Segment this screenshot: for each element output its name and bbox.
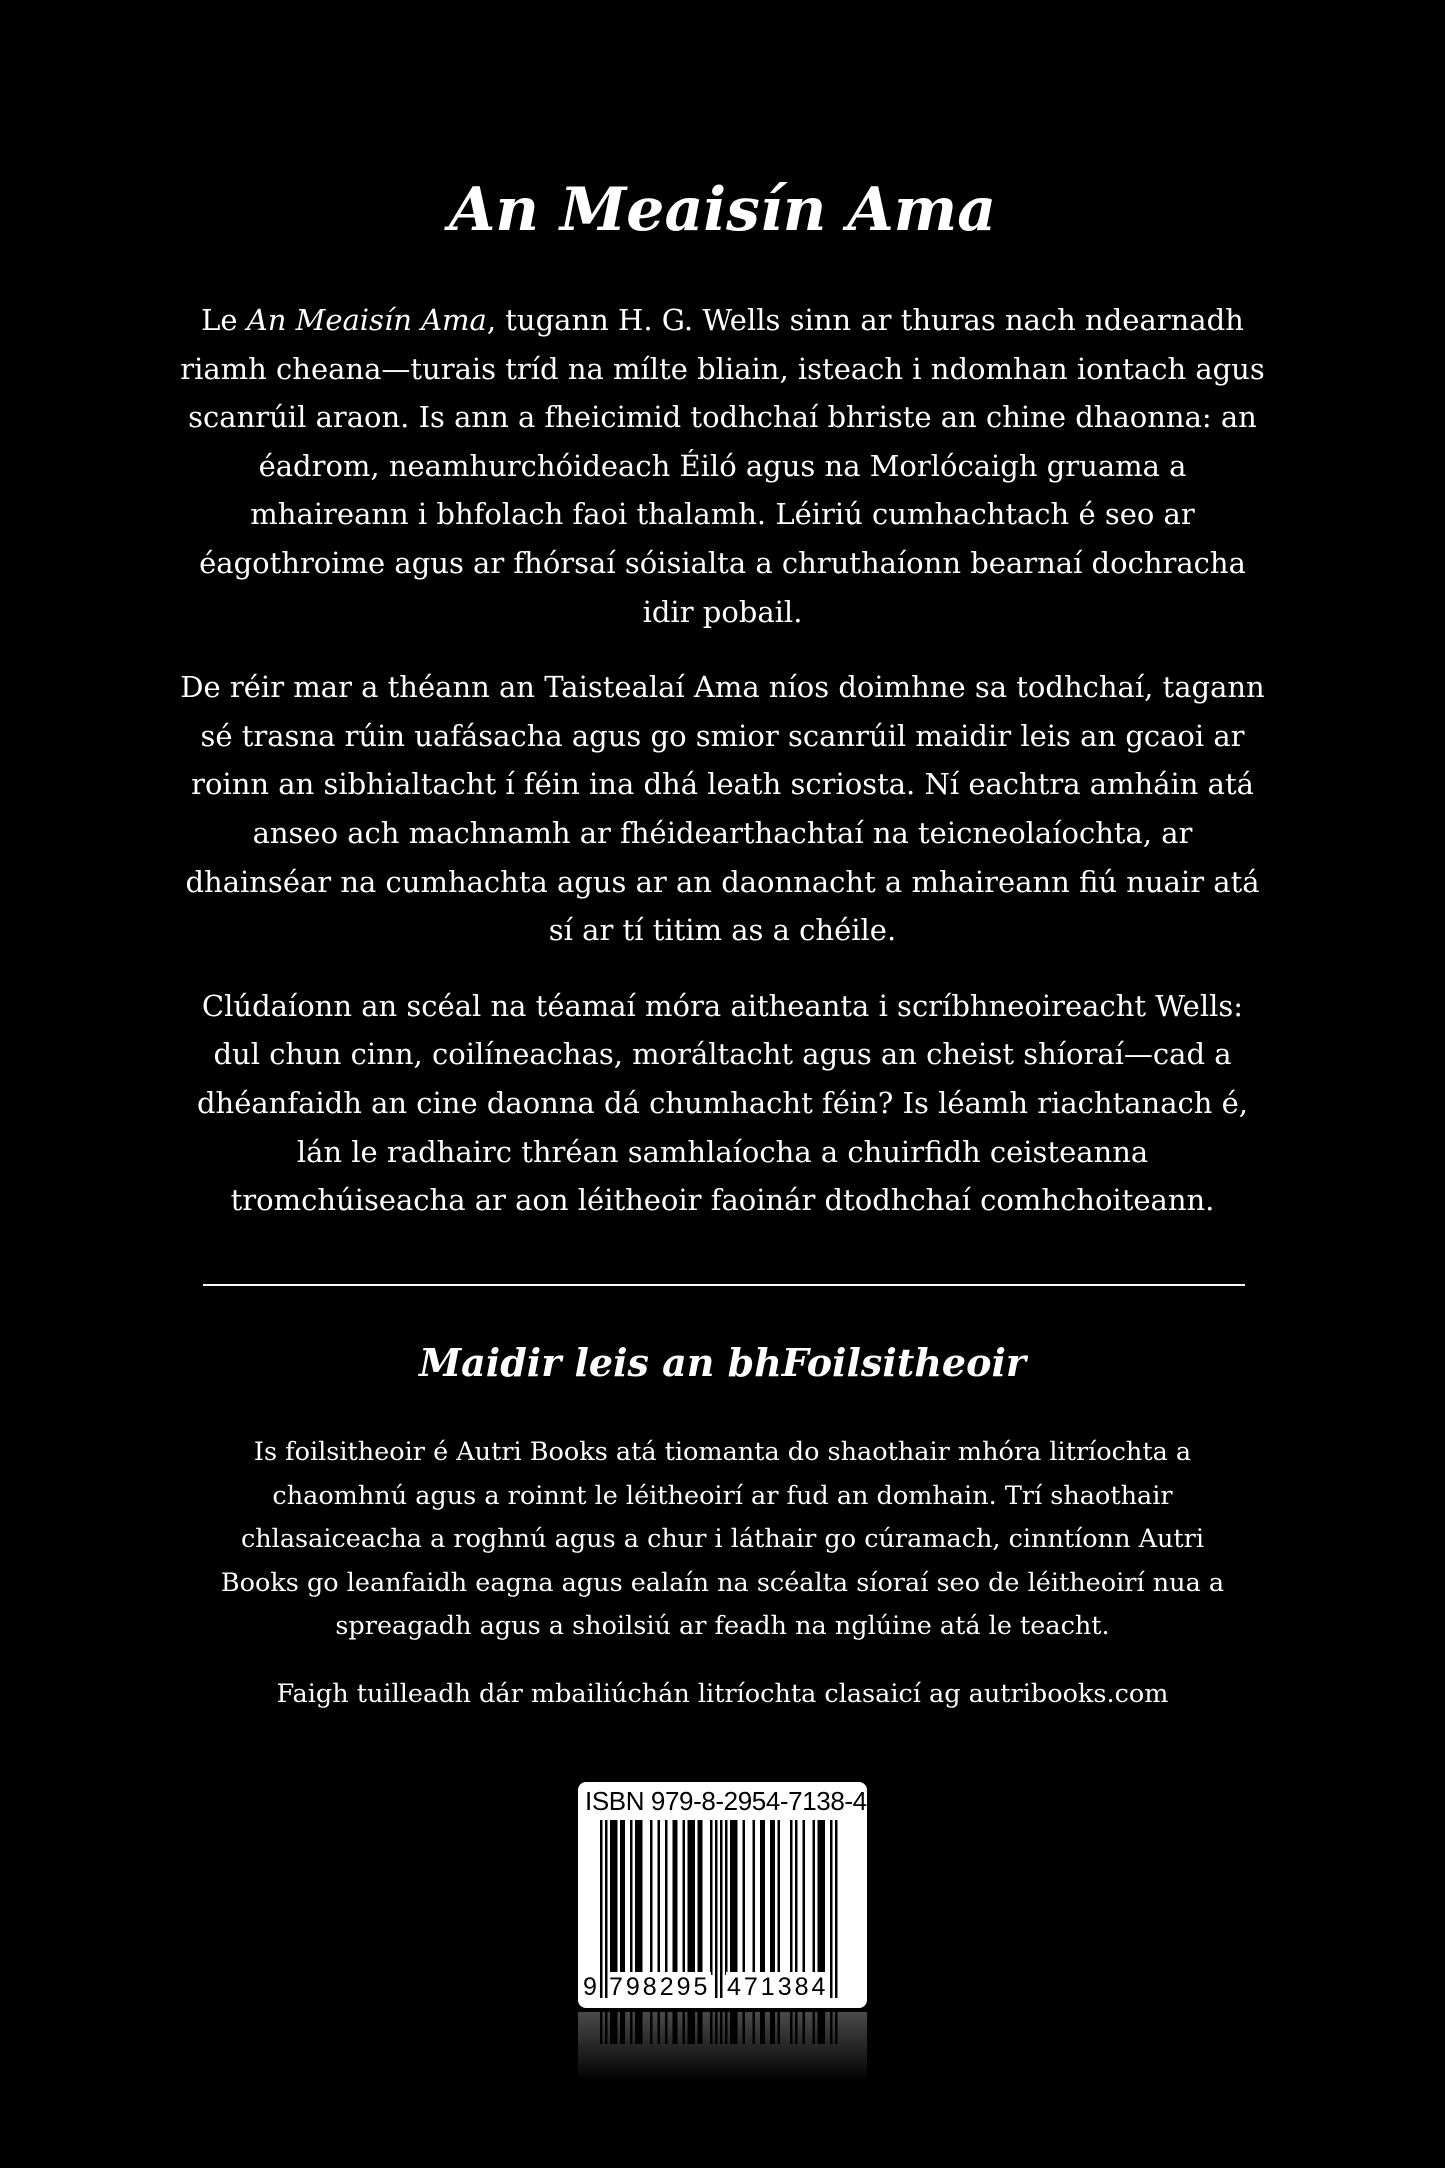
barcode-bar bbox=[640, 1820, 643, 1975]
synopsis-prefix: Le bbox=[201, 303, 247, 337]
publisher-website-note: Faigh tuilleadh dár mbailiúchán litríochta clasaicí ag autribooks.com bbox=[276, 1678, 1169, 1709]
barcode-digit-group-1: 798295 bbox=[609, 1973, 711, 2001]
barcode-bar bbox=[733, 1820, 736, 1975]
synopsis bbox=[180, 296, 1265, 1252]
barcode-bar bbox=[665, 1820, 668, 1975]
barcode-bar bbox=[823, 1820, 826, 1975]
barcode-reflection bbox=[578, 2012, 867, 2082]
book-title: An Meaisín Ama bbox=[448, 175, 997, 245]
barcode-bar bbox=[790, 1820, 793, 1975]
synopsis-paragraph-2: De réir mar a théann an Taistealaí Ama níos doimhne sa todhchaí, tagann sé trasna rúin uafásacha agus go smior scanrúil maidir leis an gcaoi ar roinn an sibhialtacht í féin ina dhá leath scriosta. Ní eachtra amháin atá anseo ach machnamh ar fhéidearthachtaí na teicneolaíochta, ar dhainséar na cumhachta agus ar an daonnacht a mhaireann fiú nuair atá sí ar tí titim as a chéile. bbox=[180, 670, 1265, 948]
barcode-bar bbox=[698, 1820, 701, 1975]
barcode-bar bbox=[813, 1820, 816, 1975]
barcode-bar bbox=[760, 1820, 763, 1975]
barcode-bar bbox=[688, 1820, 691, 1975]
barcode-bar bbox=[675, 1820, 678, 1975]
barcode-bar bbox=[795, 1820, 798, 1975]
barcode-bar bbox=[635, 1820, 638, 1975]
publisher-heading: Maidir leis an bhFoilsitheoir bbox=[419, 1340, 1026, 1385]
synopsis-text-1: , tugann H. G. Wells sinn ar thuras nach ndearnadh riamh cheana—turais tríd na mílte bliain, isteach i ndomhan iontach agus scanrúil araon. Is ann a fheicimid todhchaí bhriste an chine dhaonna: an éadrom, neamhurchóideach Éiló agus na Morlócaigh gruama a mhaireann i bhfolach faoi thalamh. Léiriú cumhachtach é seo ar éagothroime agus ar fhórsaí sóisialta a chruthaíonn bearnaí dochracha idir pobail. bbox=[180, 303, 1265, 629]
barcode-bar bbox=[683, 1820, 686, 1975]
barcode-bar bbox=[620, 1820, 623, 1975]
barcode-bar bbox=[753, 1820, 756, 1975]
isbn-barcode bbox=[578, 1782, 867, 2008]
barcode-bar bbox=[700, 1820, 703, 1975]
section-divider bbox=[203, 1284, 1245, 1286]
barcode-first-digit: 9 bbox=[583, 1973, 597, 2001]
barcode-bar bbox=[803, 1820, 806, 1975]
barcode-digit-group-2: 471384 bbox=[727, 1973, 829, 2001]
publisher-paragraph: Is foilsitheoir é Autri Books atá tiomanta do shaothair mhóra litríochta a chaomhnú agus a roinnt le léitheoirí ar fud an domhain. Trí shaothair chlasaiceacha a roghnú agus a chur i láthair go cúramach, cinntíonn Autri Books go leanfaidh eagna agus ealaín na scéalta síoraí seo de léitheoirí nua a spreagadh agus a shoilsiú ar feadh na nglúine atá le teacht. bbox=[220, 1437, 1225, 1642]
barcode-bar bbox=[770, 1820, 773, 1975]
barcode-bar bbox=[615, 1820, 618, 1975]
synopsis-paragraph-3: Clúdaíonn an scéal na téamaí móra aitheanta i scríbhneoireacht Wells: dul chun cinn, coilíneachas, moráltacht agus an cheist shíoraí—cad a dhéanfaidh an cine daonna dá chumhacht féin? Is léamh riachtanach é, lán le radhairc thréan samhlaíocha a chuirfidh ceisteanna tromchúiseacha ar aon léitheoir faoinár dtodhchaí comhchoiteann. bbox=[196, 988, 1249, 1218]
synopsis-paragraph-1 bbox=[180, 296, 1265, 636]
barcode-bar bbox=[725, 1820, 728, 1975]
barcode-bar bbox=[650, 1820, 653, 1975]
barcode-digits bbox=[578, 1972, 867, 2002]
barcode-bar bbox=[743, 1820, 746, 1975]
barcode-bar bbox=[690, 1820, 693, 1975]
barcode-bar bbox=[658, 1820, 661, 1975]
publisher-section bbox=[200, 1431, 1245, 1741]
barcode-bar bbox=[730, 1820, 733, 1975]
barcode-bar bbox=[693, 1820, 696, 1975]
barcode-bar bbox=[630, 1820, 633, 1975]
barcode-bar bbox=[763, 1820, 766, 1975]
barcode-bar bbox=[820, 1820, 823, 1975]
barcode-bar bbox=[613, 1820, 616, 1975]
isbn-label: ISBN 979-8-2954-7138-4 bbox=[585, 1786, 867, 1816]
barcode-bar bbox=[673, 1820, 676, 1975]
barcode-bar bbox=[773, 1820, 776, 1975]
barcode-bar bbox=[623, 1820, 626, 1975]
barcode-bar bbox=[818, 1820, 821, 1975]
barcode-bar bbox=[638, 1820, 641, 1975]
barcode-bar bbox=[735, 1820, 738, 1975]
barcode-bar bbox=[710, 1820, 713, 1975]
synopsis-book-title: An Meaisín Ama bbox=[246, 303, 487, 337]
barcode-bar bbox=[778, 1820, 781, 1975]
barcode-bar bbox=[610, 1820, 613, 1975]
